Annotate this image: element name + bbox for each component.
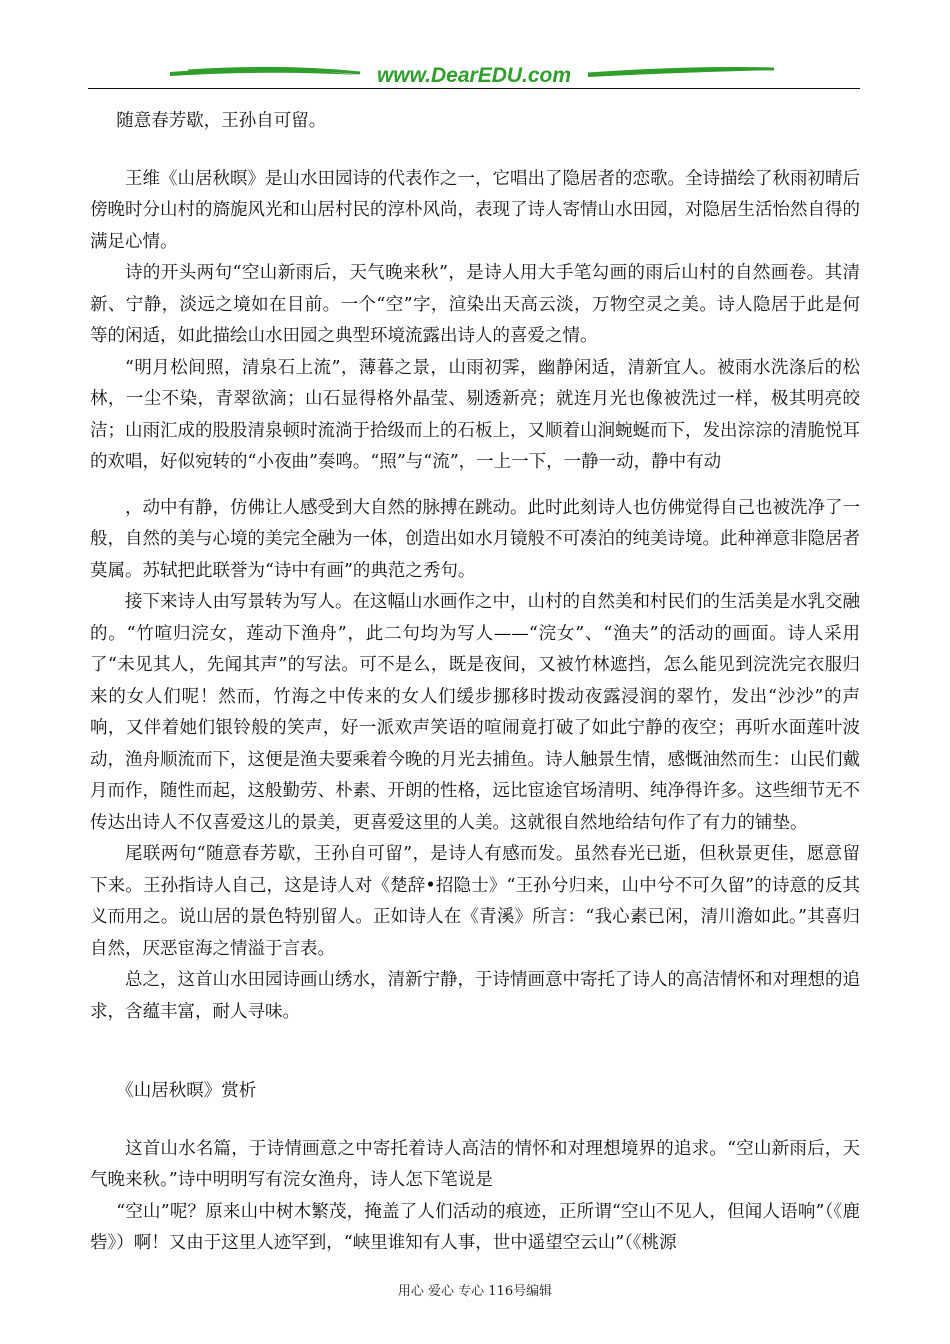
header-swoosh-graphic bbox=[88, 58, 860, 92]
body-paragraph: 总之，这首山水田园诗画山绣水，清新宁静，于诗情画意中寄托了诗人的高洁情怀和对理想的追求，含蕴丰富，耐人寻味。 bbox=[90, 970, 860, 1022]
site-logo-text: www.DearEDU.com bbox=[376, 64, 572, 87]
section-title: 《山居秋暝》赏析 bbox=[116, 1081, 257, 1101]
body-paragraph: 王维《山居秋暝》是山水田园诗的代表作之一，它唱出了隐居者的恋歌。全诗描绘了秋雨初晴后傍晚时分山村的旖旎风光和山居村民的淳朴风尚，表现了诗人寄情山水田园，对隐居生活怡然自得的满足心情。 bbox=[90, 168, 860, 252]
section-paragraph: 这首山水名篇，于诗情画意之中寄托着诗人高洁的情怀和对理想境界的追求。“空山新雨后，天气晚来秋。”诗中明明写有浣女渔舟，诗人怎下笔说是 bbox=[90, 1138, 860, 1190]
body-paragraph: 诗的开头两句“空山新雨后，天气晚来秋”，是诗人用大手笔勾画的雨后山村的自然画卷。其清新、宁静，淡远之境如在目前。一个“空”字，渲染出天高云淡，万物空灵之美。诗人隐居于此是何等的闲适，如此描绘山水田园之典型环境流露出诗人的喜爱之情。 bbox=[90, 263, 860, 346]
body-paragraph: ，动中有静，仿佛让人感受到大自然的脉搏在跳动。此时此刻诗人也仿佛觉得自己也被洗净了一般，自然的美与心境的美完全融为一体，创造出如水月镜般不可凑泊的纯美诗境。此种禅意非隐居者莫属。苏轼把此联誉为“诗中有画”的典范之秀句。 bbox=[90, 497, 860, 581]
body-paragraph: “明月松间照，清泉石上流”，薄暮之景，山雨初霁，幽静闲适，清新宜人。被雨水洗涤后的松林，一尘不染，青翠欲滴；山石显得格外晶莹、剔透新亮；就连月光也像被洗过一样，极其明亮皎洁；山雨汇成的股股清泉顿时流淌于拾级而上的石板上，又顺着山涧蜿蜒而下，发出淙淙的清脆悦耳的欢唱，好似宛转的“小夜曲”奏鸣。“照”与“流”，一上一下，一静一动，静中有动 bbox=[90, 357, 860, 472]
section-paragraph: “空山”呢？原来山中树木繁茂，掩盖了人们活动的痕迹，正所谓“空山不见人，但闻人语响”（《鹿砦》）啊！又由于这里人迹罕到，“峡里谁知有人事，世中遥望空云山”（《桃源 bbox=[90, 1201, 860, 1253]
body-paragraph: 尾联两句“随意春芳歇，王孙自可留”，是诗人有感而发。虽然春光已逝，但秋景更佳，愿意留下来。王孙指诗人自己，这是诗人对《楚辞•招隐士》“王孙兮归来，山中兮不可久留”的诗意的反其义而用之。说山居的景色特别留人。正如诗人在《青溪》所言：“我心素已闲，清川澹如此。”其喜归自然，厌恶宦海之情溢于言表。 bbox=[90, 844, 860, 959]
body-paragraph: 接下来诗人由写景转为写人。在这幅山水画作之中，山村的自然美和村民们的生活美是水乳交融的。“竹喧归浣女，莲动下渔舟”，此二句均为写人——“浣女”、“渔夫”的活动的画面。诗人采用了“未见其人，先闻其声”的写法。可不是么，既是夜间，又被竹林遮挡，怎么能见到浣洗完衣服归来的女人们呢！然而，竹海之中传来的女人们缓步挪移时拨动夜露浸润的翠竹，发出“沙沙”的声响，又伴着她们银铃般的笑声，好一派欢声笑语的喧闹竟打破了如此宁静的夜空；再听水面莲叶波动，渔舟顺流而下，这便是渔夫要乘着今晚的月光去捕鱼。诗人触景生情，感慨油然而生：山民们戴月而作，随性而起，这般勤劳、朴素、开朗的性格，远比宦途官场清明、纯净得许多。这些细节无不传达出诗人不仅喜爱这儿的景美，更喜爱这里的人美。这就很自然地给结句作了有力的铺垫。 bbox=[90, 592, 860, 833]
document-body bbox=[90, 106, 860, 1260]
site-header-banner bbox=[88, 58, 860, 92]
header-divider bbox=[88, 88, 860, 89]
page-footer: 用心 爱心 专心 116号编辑 bbox=[397, 1284, 553, 1299]
body-paragraph: 随意春芳歇，王孙自可留。 bbox=[116, 111, 327, 131]
